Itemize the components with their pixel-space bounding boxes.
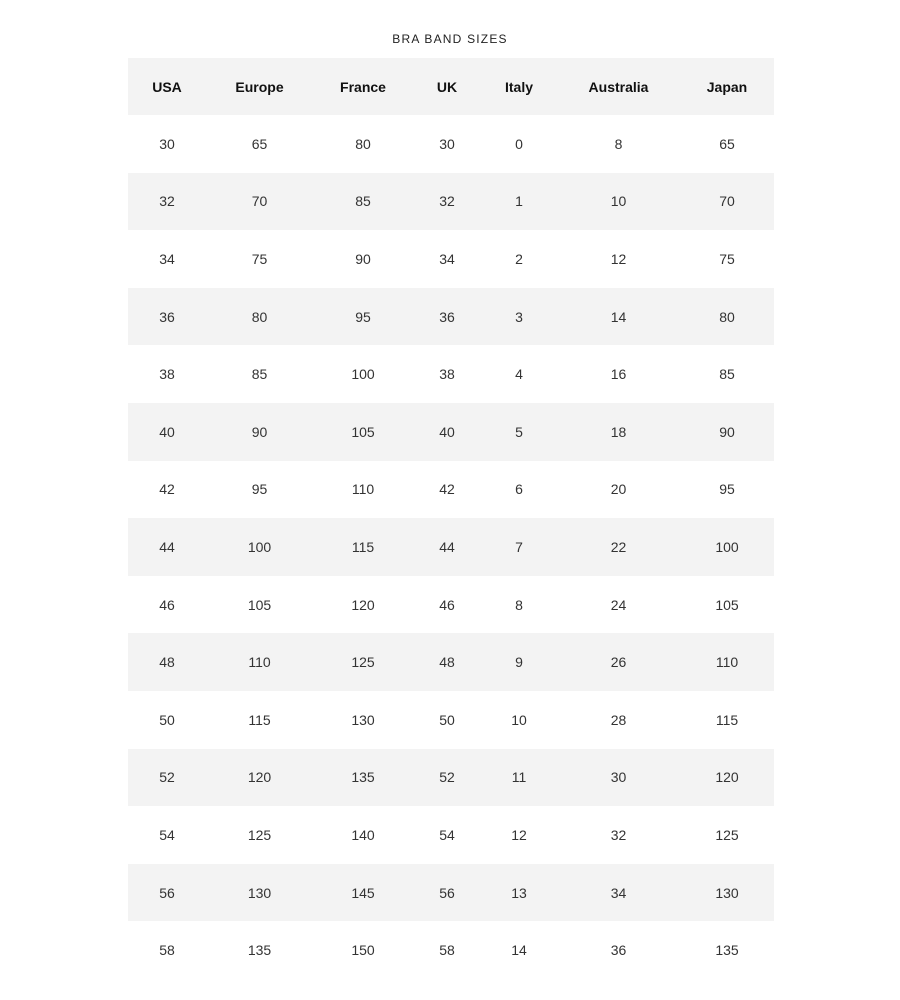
size-cell-australia: 22 (610, 538, 627, 555)
size-cell-france: 95 (355, 308, 371, 325)
size-cell-italy: 8 (515, 596, 523, 613)
size-cell-japan: 110 (715, 654, 739, 671)
size-cell-france: 145 (351, 884, 375, 901)
table-row (128, 691, 774, 749)
table-row (128, 518, 774, 576)
size-cell-japan: 105 (715, 596, 739, 613)
size-cell-australia: 14 (610, 308, 627, 325)
size-cell-uk: 54 (439, 826, 455, 843)
size-cell-italy: 3 (515, 308, 523, 325)
size-cell-usa: 56 (159, 884, 175, 901)
chart-title: BRA BAND SIZES (392, 32, 508, 46)
size-cell-australia: 36 (610, 942, 627, 959)
table-row (128, 864, 774, 922)
size-cell-uk: 34 (439, 250, 455, 267)
size-cell-france: 110 (351, 481, 375, 498)
size-cell-uk: 48 (439, 654, 455, 671)
size-cell-france: 80 (355, 135, 371, 152)
size-cell-uk: 52 (439, 769, 455, 786)
size-cell-japan: 95 (719, 481, 735, 498)
size-cell-france: 125 (351, 654, 375, 671)
size-cell-italy: 14 (511, 942, 527, 959)
size-cell-australia: 16 (610, 366, 627, 383)
size-cell-france: 140 (351, 826, 375, 843)
size-cell-australia: 34 (610, 884, 627, 901)
size-cell-france: 120 (351, 596, 375, 613)
column-header-italy: Italy (504, 78, 533, 95)
size-cell-europe: 135 (247, 942, 272, 959)
size-cell-japan: 120 (715, 769, 739, 786)
size-cell-europe: 125 (247, 826, 272, 843)
size-cell-italy: 4 (515, 366, 523, 383)
column-header-france: France (340, 78, 386, 95)
table-row (128, 115, 774, 173)
bra-band-size-table (128, 58, 774, 979)
size-cell-europe: 105 (247, 596, 272, 613)
size-cell-australia: 26 (610, 654, 627, 671)
size-cell-europe: 110 (248, 654, 271, 671)
size-cell-usa: 38 (159, 366, 175, 383)
size-cell-uk: 30 (439, 135, 455, 152)
table-row (128, 749, 774, 807)
size-cell-usa: 32 (159, 193, 175, 210)
size-cell-australia: 28 (610, 711, 627, 728)
size-cell-europe: 130 (247, 884, 272, 901)
size-cell-japan: 125 (715, 826, 739, 843)
size-cell-australia: 30 (610, 769, 627, 786)
size-cell-europe: 80 (251, 308, 268, 325)
size-cell-usa: 48 (159, 654, 175, 671)
size-cell-uk: 36 (439, 308, 455, 325)
size-cell-europe: 115 (248, 711, 271, 728)
table-row (128, 806, 774, 864)
size-cell-usa: 46 (159, 596, 175, 613)
size-cell-japan: 85 (719, 366, 735, 383)
size-cell-italy: 10 (511, 711, 527, 728)
table-row (128, 403, 774, 461)
size-cell-usa: 52 (159, 769, 175, 786)
size-cell-uk: 42 (439, 481, 455, 498)
size-cell-italy: 9 (515, 654, 523, 671)
size-cell-europe: 120 (247, 769, 272, 786)
size-cell-europe: 75 (251, 250, 268, 267)
column-header-australia: Australia (588, 78, 649, 95)
table-row (128, 345, 774, 403)
table-row (128, 576, 774, 634)
table-row (128, 173, 774, 231)
table-header (128, 58, 774, 115)
table-row (128, 461, 774, 519)
size-cell-europe: 65 (251, 135, 268, 152)
size-cell-france: 150 (351, 942, 375, 959)
size-cell-usa: 58 (159, 942, 175, 959)
size-cell-usa: 42 (159, 481, 175, 498)
size-cell-japan: 90 (719, 423, 735, 440)
size-cell-uk: 44 (439, 538, 455, 555)
size-cell-japan: 115 (715, 711, 739, 728)
size-cell-australia: 8 (614, 135, 623, 152)
size-cell-usa: 30 (159, 135, 175, 152)
size-cell-australia: 32 (610, 826, 627, 843)
size-cell-italy: 1 (515, 193, 523, 210)
size-cell-france: 105 (351, 423, 375, 440)
size-cell-europe: 95 (251, 481, 268, 498)
header-row (128, 58, 774, 115)
size-cell-usa: 36 (159, 308, 175, 325)
size-cell-italy: 7 (515, 538, 523, 555)
size-cell-italy: 5 (515, 423, 523, 440)
size-cell-europe: 90 (251, 423, 268, 440)
size-cell-japan: 135 (715, 942, 739, 959)
size-cell-usa: 54 (159, 826, 175, 843)
size-cell-france: 85 (355, 193, 371, 210)
column-header-usa: USA (152, 78, 182, 95)
size-cell-usa: 34 (159, 250, 175, 267)
size-cell-france: 90 (355, 250, 371, 267)
size-cell-uk: 50 (439, 711, 455, 728)
size-cell-france: 100 (351, 366, 375, 383)
table-row (128, 230, 774, 288)
size-cell-italy: 12 (511, 826, 527, 843)
size-cell-uk: 46 (439, 596, 455, 613)
size-cell-europe: 100 (247, 538, 272, 555)
size-cell-uk: 32 (439, 193, 455, 210)
size-cell-italy: 0 (515, 135, 523, 152)
size-cell-japan: 80 (719, 308, 735, 325)
size-cell-italy: 6 (515, 481, 523, 498)
size-cell-italy: 2 (515, 250, 523, 267)
size-cell-australia: 18 (610, 423, 627, 440)
size-cell-japan: 75 (719, 250, 735, 267)
column-header-uk: UK (436, 78, 458, 95)
size-cell-europe: 85 (251, 366, 268, 383)
table-row (128, 921, 774, 979)
size-cell-france: 115 (351, 538, 375, 555)
size-cell-japan: 65 (719, 135, 735, 152)
table-row (128, 288, 774, 346)
size-cell-italy: 13 (511, 884, 527, 901)
size-cell-usa: 40 (159, 423, 175, 440)
size-cell-uk: 58 (439, 942, 455, 959)
size-cell-japan: 100 (715, 538, 739, 555)
size-cell-uk: 38 (439, 366, 455, 383)
table-row (128, 633, 774, 691)
size-cell-australia: 12 (610, 250, 627, 267)
column-header-japan: Japan (706, 78, 748, 95)
size-cell-france: 135 (351, 769, 375, 786)
size-cell-japan: 130 (715, 884, 739, 901)
size-cell-france: 130 (351, 711, 375, 728)
size-cell-uk: 40 (439, 423, 455, 440)
table-body (128, 115, 774, 979)
size-cell-australia: 10 (610, 193, 627, 210)
size-cell-europe: 70 (251, 193, 268, 210)
size-cell-australia: 20 (610, 481, 627, 498)
size-cell-usa: 44 (159, 538, 175, 555)
size-cell-usa: 50 (159, 711, 175, 728)
size-cell-italy: 11 (511, 769, 527, 786)
size-cell-japan: 70 (719, 193, 735, 210)
size-cell-australia: 24 (610, 596, 627, 613)
column-header-europe: Europe (235, 78, 284, 95)
size-cell-uk: 56 (439, 884, 455, 901)
